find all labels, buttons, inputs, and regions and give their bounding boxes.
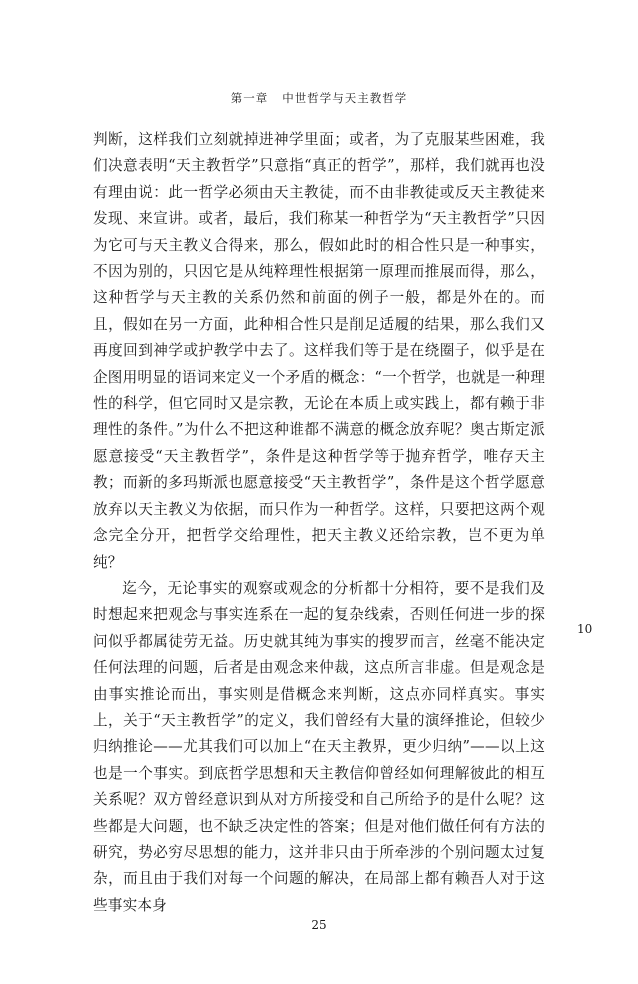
paragraph: 迄今，无论事实的观察或观念的分析都十分相符，要不是我们及时想起来把观念与事实连系在一起的复杂线索，否则任何进一步的探问似乎都属徒劳无益。历史就其纯为事实的搜罗而言，丝毫不能决定任何法理的问题，后者是由观念来仲裁，这点所言非虚。但是观念是由事实推论而出，事实则是借概念来判断，这点亦同样真实。事实上，关于“天主教哲学”的定义，我们曾经有大量的演绎推论，但较少归纳推论——尤其我们可以加上“在天主教界，更少归纳”——以上这也是一个事实。到底哲学思想和天主教信仰曾经如何理解彼此的相互关系呢？双方曾经意识到从对方所接受和自己所给予的是什么呢？这些都是大问题，也不缺乏决定性的答案；但是对他们做任何有方法的研究，势必穷尽思想的能力，这并非只由于所牵涉的个别问题太过复杂，而且由于我们对每一个问题的解决，在局部上都有赖吾人对于这些事实本身 [93, 579, 545, 914]
chapter-title: 中世哲学与天主教哲学 [282, 91, 408, 105]
chapter-label: 第一章 [230, 91, 269, 105]
body-text [93, 127, 545, 919]
running-header [0, 90, 638, 106]
margin-original-page-number: 10 [577, 622, 593, 636]
page-number: 25 [311, 918, 327, 932]
paragraph: 判断，这样我们立刻就掉进神学里面；或者，为了克服某些困难，我们决意表明“天主教哲学”只意指“真正的哲学”，那样，我们就再也没有理由说：此一哲学必须由天主教徒，而不由非教徒或反天主教徒来发现、来宣讲。或者，最后，我们称某一种哲学为“天主教哲学”只因为它可与天主教义合得来，那么，假如此时的相合性只是一种事实，不因为别的，只因它是从纯粹理性根据第一原理而推展而得，那么，这种哲学与天主教的关系仍然和前面的例子一般，都是外在的。而且，假如在另一方面，此种相合性只是削足适履的结果，那么我们又再度回到神学或护教学中去了。这样我们等于是在绕圈子，似乎是在企图用明显的语词来定义一个矛盾的概念：“一个哲学，也就是一种理性的科学，但它同时又是宗教，无论在本质上或实践上，都有赖于非理性的条件。”为什么不把这种谁都不满意的概念放弃呢？奥古斯定派愿意接受“天主教哲学”，条件是这种哲学等于抛弃哲学，唯存天主教；而新的多玛斯派也愿意接受“天主教哲学”，条件是这个哲学愿意放弃以天主教义为依据，而只作为一种哲学。这样，只要把这两个观念完全分开，把哲学交给理性，把天主教义还给宗教，岂不更为单纯？ [93, 131, 545, 571]
